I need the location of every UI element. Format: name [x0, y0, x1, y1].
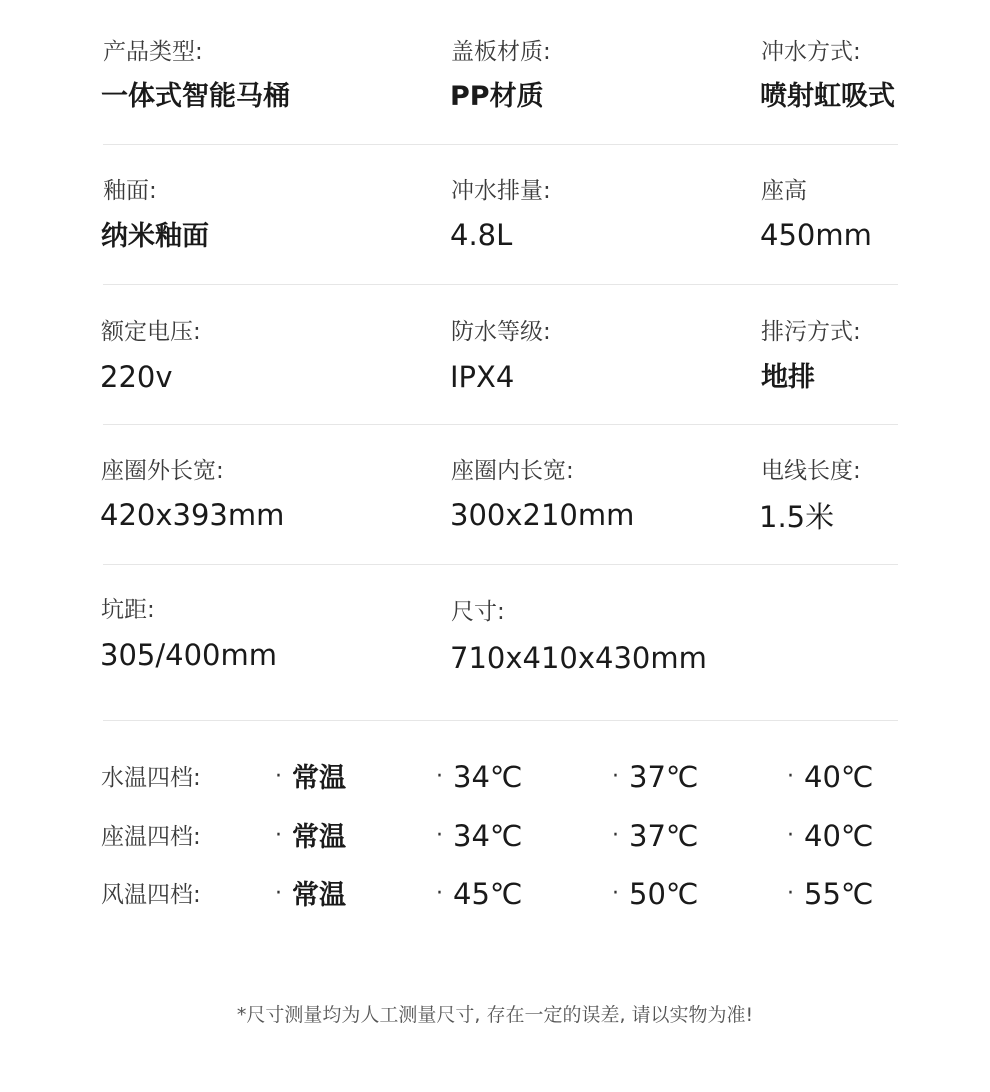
temp-option: · 常温 [275, 880, 346, 911]
spec-label-cable-length: 电线长度: [761, 458, 861, 484]
temp-option: · 50℃ [612, 877, 699, 911]
temp-option: · 常温 [275, 822, 346, 853]
bullet-icon: · [436, 881, 443, 906]
spec-label-seat-height: 座高 [761, 178, 807, 204]
temp-label-seat: 座温四档: [101, 824, 201, 850]
temp-option: · 37℃ [612, 760, 699, 794]
bullet-icon: · [275, 881, 282, 906]
bullet-icon: · [787, 823, 794, 848]
row-divider [103, 424, 898, 425]
temp-label-water: 水温四档: [101, 765, 201, 791]
spec-value-product-type: 一体式智能马桶 [101, 81, 290, 112]
spec-label-drain-method: 排污方式: [761, 319, 861, 345]
row-divider [103, 564, 898, 565]
spec-label-waterproof-rating: 防水等级: [451, 319, 551, 345]
spec-value-flush-method: 喷射虹吸式 [760, 81, 895, 112]
spec-label-seat-inner-size: 座圈内长宽: [451, 458, 574, 484]
bullet-icon: · [275, 764, 282, 789]
spec-label-cover-material: 盖板材质: [451, 39, 551, 65]
spec-value-cover-material: PP材质 [450, 81, 544, 112]
row-divider [103, 284, 898, 285]
spec-value-seat-height: 450mm [760, 218, 872, 252]
row-divider [103, 720, 898, 721]
bullet-icon: · [436, 764, 443, 789]
spec-value-glaze: 纳米釉面 [101, 221, 209, 252]
row-divider [103, 144, 898, 145]
spec-value-seat-inner-size: 300x210mm [450, 498, 635, 532]
spec-value-waterproof-rating: IPX4 [450, 360, 515, 394]
spec-value-flush-volume: 4.8L [450, 218, 513, 252]
spec-label-rated-voltage: 额定电压: [101, 319, 201, 345]
bullet-icon: · [612, 823, 619, 848]
bullet-icon: · [787, 764, 794, 789]
temp-label-air: 风温四档: [101, 882, 201, 908]
temp-option: · 34℃ [436, 819, 523, 853]
bullet-icon: · [787, 881, 794, 906]
spec-value-cable-length: 1.5米 [759, 500, 835, 534]
spec-value-pit-distance: 305/400mm [100, 638, 277, 672]
temp-option: · 37℃ [612, 819, 699, 853]
spec-value-dimensions: 710x410x430mm [450, 641, 707, 675]
spec-value-seat-outer-size: 420x393mm [100, 498, 285, 532]
bullet-icon: · [275, 823, 282, 848]
spec-label-seat-outer-size: 座圈外长宽: [101, 458, 224, 484]
spec-label-product-type: 产品类型: [103, 39, 203, 65]
temp-option: · 55℃ [787, 877, 874, 911]
temp-option: · 40℃ [787, 760, 874, 794]
temp-option: · 常温 [275, 763, 346, 794]
spec-label-glaze: 釉面: [103, 178, 157, 204]
bullet-icon: · [436, 823, 443, 848]
bullet-icon: · [612, 881, 619, 906]
bullet-icon: · [612, 764, 619, 789]
spec-label-flush-method: 冲水方式: [761, 39, 861, 65]
temp-option: · 45℃ [436, 877, 523, 911]
spec-label-flush-volume: 冲水排量: [451, 178, 551, 204]
spec-label-pit-distance: 坑距: [101, 597, 155, 623]
spec-label-dimensions: 尺寸: [451, 599, 505, 625]
temp-option: · 40℃ [787, 819, 874, 853]
temp-option: · 34℃ [436, 760, 523, 794]
measurement-disclaimer: *尺寸测量均为人工测量尺寸, 存在一定的误差, 请以实物为准! [236, 1004, 754, 1026]
spec-value-drain-method: 地排 [761, 362, 815, 393]
spec-value-rated-voltage: 220v [100, 360, 173, 394]
